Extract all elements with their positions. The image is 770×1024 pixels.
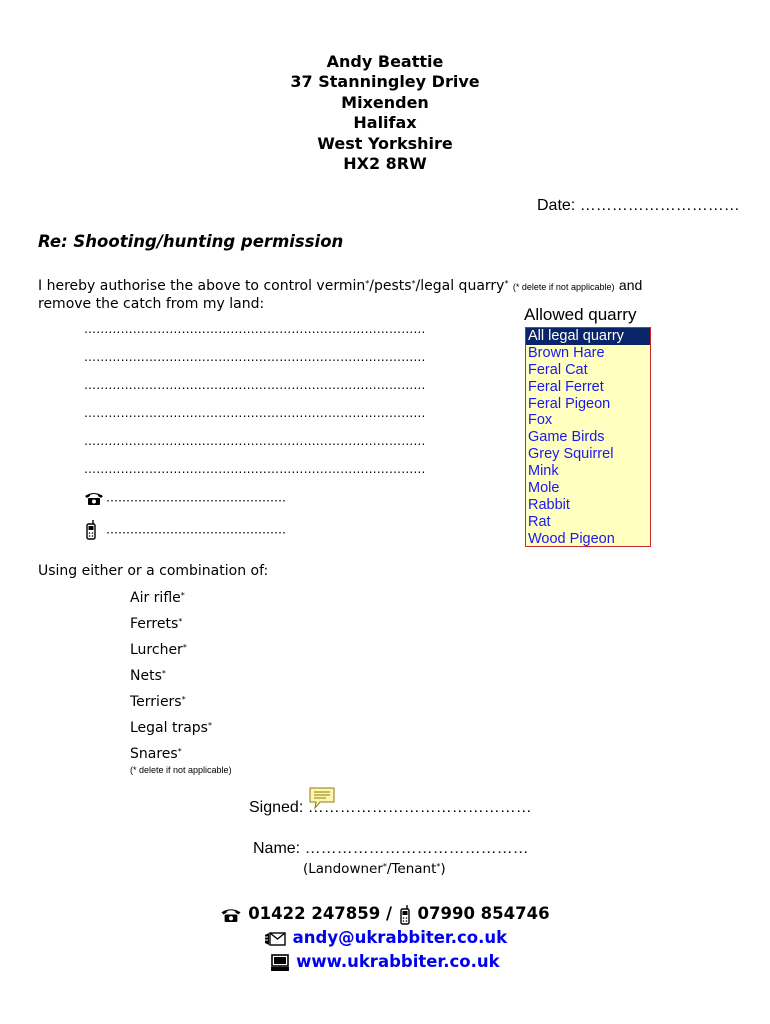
role-line — [303, 861, 446, 877]
delete-note: (* delete if not applicable) — [130, 765, 232, 775]
quarry-option[interactable]: Fox — [528, 412, 553, 429]
method-label: Legal traps — [130, 720, 208, 736]
method-label: Snares — [130, 746, 178, 762]
method-label: Terriers — [130, 694, 182, 710]
telephone-icon — [220, 904, 242, 923]
method-item[interactable] — [130, 590, 185, 606]
auth-quarry: /legal quarry — [415, 278, 505, 294]
contact-mobile[interactable]: 07990 854746 — [417, 904, 550, 923]
name-field[interactable]: Name: …………………………………… — [253, 840, 529, 857]
email-icon — [263, 928, 287, 947]
address-county: West Yorkshire — [317, 133, 453, 153]
quarry-option[interactable]: Brown Hare — [528, 344, 605, 361]
method-item[interactable] — [130, 642, 187, 658]
phone-number-line[interactable]: ……………………………………… — [106, 490, 286, 505]
allowed-quarry-title: Allowed quarry — [524, 305, 637, 324]
quarry-option[interactable]: Rat — [528, 513, 551, 530]
land-line[interactable]: ………………………………………………………………………… — [84, 350, 426, 364]
allowed-quarry-listbox[interactable] — [525, 327, 651, 547]
method-item[interactable] — [130, 694, 186, 710]
method-item[interactable] — [130, 746, 182, 762]
quarry-option[interactable]: Feral Pigeon — [528, 395, 611, 412]
method-label: Lurcher — [130, 642, 183, 658]
contact-phones — [0, 904, 770, 925]
method-item[interactable] — [130, 720, 212, 736]
method-item[interactable] — [130, 616, 182, 632]
address-name: Andy Beattie — [326, 52, 444, 71]
mobile-phone-icon — [398, 904, 412, 923]
quarry-option[interactable]: Feral Ferret — [528, 378, 604, 395]
quarry-option[interactable]: Mole — [528, 480, 560, 497]
contact-separator: / — [385, 904, 393, 923]
asterisk: * — [382, 862, 387, 871]
auth-text: I hereby authorise the above to control vermin — [38, 278, 366, 294]
signature-field[interactable]: Signed: …………………………………… — [249, 799, 532, 816]
method-label: Ferrets — [130, 616, 179, 632]
role-landowner: (Landowner — [303, 861, 383, 877]
computer-icon — [270, 952, 290, 971]
asterisk: * — [182, 643, 187, 652]
method-label: Air rifle — [130, 590, 181, 606]
address-postcode: HX2 8RW — [343, 154, 427, 174]
authorisation-line-1 — [38, 277, 642, 294]
mobile-row — [84, 520, 286, 540]
mobile-phone-icon — [84, 520, 106, 540]
asterisk: * — [178, 617, 183, 626]
email-link[interactable]: andy@ukrabbiter.co.uk — [292, 928, 508, 947]
phone-row — [84, 490, 286, 506]
asterisk: * — [411, 279, 416, 288]
quarry-option[interactable]: Grey Squirrel — [528, 446, 614, 463]
quarry-option[interactable]: Wood Pigeon — [528, 530, 615, 547]
quarry-option[interactable]: Rabbit — [528, 496, 570, 513]
contact-web-row — [0, 952, 770, 972]
website-link[interactable]: www.ukrabbiter.co.uk — [296, 952, 500, 971]
quarry-option[interactable]: Mink — [528, 463, 559, 480]
method-label: Nets — [130, 668, 162, 684]
address-block — [0, 52, 770, 174]
address-town: Halifax — [353, 113, 417, 133]
asterisk: * — [177, 747, 182, 756]
asterisk: * — [365, 279, 370, 288]
asterisk: * — [181, 695, 186, 704]
contact-phone[interactable]: 01422 247859 — [248, 904, 381, 923]
role-close: ) — [440, 861, 446, 877]
date-field[interactable]: Date: ………………………… — [537, 197, 740, 214]
quarry-option[interactable]: All legal quarry — [526, 328, 650, 345]
auth-pests: /pests — [369, 278, 412, 294]
asterisk: * — [161, 669, 166, 678]
telephone-icon — [84, 490, 106, 506]
land-line[interactable]: ………………………………………………………………………… — [84, 322, 426, 336]
authorisation-line-2: remove the catch from my land: — [38, 296, 265, 312]
land-line[interactable]: ………………………………………………………………………… — [84, 462, 426, 476]
method-item[interactable] — [130, 668, 166, 684]
asterisk: * — [436, 862, 441, 871]
asterisk: * — [207, 721, 212, 730]
quarry-option[interactable]: Game Birds — [528, 429, 605, 446]
asterisk: * — [504, 279, 509, 288]
mobile-number-line[interactable]: ……………………………………… — [106, 522, 286, 537]
role-tenant: /Tenant — [386, 861, 437, 877]
methods-intro: Using either or a combination of: — [38, 563, 269, 579]
land-line[interactable]: ………………………………………………………………………… — [84, 378, 426, 392]
subject-heading: Re: Shooting/hunting permission — [38, 232, 344, 251]
delete-note: (* delete if not applicable) — [512, 282, 615, 292]
asterisk: * — [180, 591, 185, 600]
land-line[interactable]: ………………………………………………………………………… — [84, 406, 426, 420]
quarry-option[interactable]: Feral Cat — [528, 361, 588, 378]
address-street: 37 Stanningley Drive — [290, 72, 480, 92]
land-line[interactable]: ………………………………………………………………………… — [84, 434, 426, 448]
address-district: Mixenden — [341, 92, 429, 112]
and-text: and — [618, 277, 643, 293]
contact-email-row — [0, 928, 770, 948]
